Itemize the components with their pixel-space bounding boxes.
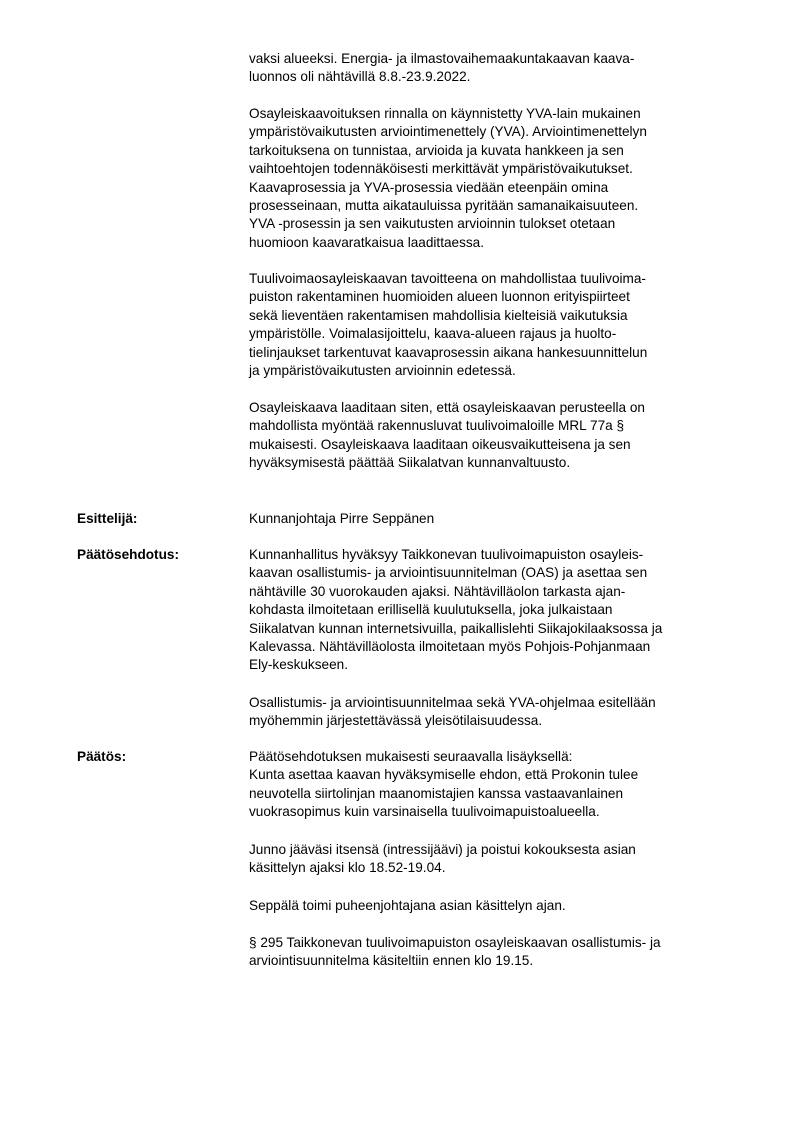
text-line: puiston rakentaminen huomioiden alueen luonnon erityispiirteet xyxy=(249,289,630,305)
text-line: ympäristövaikutusten arviointimenettely (YVA). Arviointimenettelyn xyxy=(249,124,647,140)
text-line: vaksi alueeksi. Energia- ja ilmastovaihemaakuntakaavan kaava- xyxy=(249,51,635,66)
decision-paragraph-2 xyxy=(249,841,749,878)
decision-paragraph-1 xyxy=(249,748,749,822)
presenter-label: Esittelijä: xyxy=(77,511,138,526)
intro-paragraph-1 xyxy=(249,50,749,87)
text-line: kaavan osallistumis- ja arviointisuunnitelman (OAS) ja asettaa sen xyxy=(249,565,648,581)
intro-paragraph-3 xyxy=(249,270,749,380)
text-line: luonnos oli nähtävillä 8.8.-23.9.2022. xyxy=(249,69,471,85)
text-line: mukaisesti. Osayleiskaava laaditaan oikeusvaikutteisena ja sen xyxy=(249,436,631,452)
text-line: ja ympäristövaikutusten arvioinnin edetessä. xyxy=(249,363,516,379)
text-line: Kunnanhallitus hyväksyy Taikkonevan tuulivoimapuiston osayleis- xyxy=(249,547,644,562)
proposal-paragraph-2 xyxy=(249,694,749,731)
text-line: Kunta asettaa kaavan hyväksymiselle ehdon, että Prokonin tulee xyxy=(249,767,639,783)
text-line: Ely-keskukseen. xyxy=(249,657,348,673)
text-line: tarkoituksena on tunnistaa, arvioida ja kuvata hankkeen ja sen xyxy=(249,142,624,158)
intro-paragraph-4 xyxy=(249,399,749,473)
text-line: Seppälä toimi puheenjohtajana asian käsittelyn ajan. xyxy=(249,898,566,913)
intro-paragraph-2 xyxy=(249,105,749,252)
text-line: Osallistumis- ja arviointisuunnitelmaa sekä YVA-ohjelmaa esitellään xyxy=(249,695,656,710)
text-line: prosesseinaan, mutta aikatauluissa pyritään samanaikaisuuteen. xyxy=(249,198,639,214)
text-line: tielinjaukset tarkentuvat kaavaprosessin aikana hankesuunnittelun xyxy=(249,344,648,360)
text-line: huomioon kaavaratkaisua laadittaessa. xyxy=(249,234,485,250)
text-line: Päätösehdotuksen mukaisesti seuraavalla lisäyksellä: xyxy=(249,749,573,764)
text-line: nähtäville 30 vuorokauden ajaksi. Nähtävilläolon tarkasta ajan- xyxy=(249,583,626,599)
proposal-label: Päätösehdotus: xyxy=(77,547,179,562)
text-line: kohdasta ilmoitetaan erillisellä kuulutuksella, joka julkaistaan xyxy=(249,602,613,618)
text-line: Tuulivoimaosayleiskaavan tavoitteena on mahdollistaa tuulivoima- xyxy=(249,271,646,286)
text-line: neuvotella siirtolinjan maanomistajien kanssa vastaavanlainen xyxy=(249,785,624,801)
text-line: Osayleiskaavoituksen rinnalla on käynnistetty YVA-lain mukainen xyxy=(249,106,641,121)
text-line: Osayleiskaava laaditaan siten, että osayleiskaavan perusteella on xyxy=(249,400,645,415)
text-line: Siikalatvan kunnan internetsivuilla, paikallislehti Siikajokilaaksossa ja xyxy=(249,620,663,636)
presenter-value xyxy=(249,510,749,528)
text-line: myöhemmin järjestettävässä yleisötilaisuudessa. xyxy=(249,713,543,729)
text-line: mahdollista myöntää rakennusluvat tuulivoimaloille MRL 77a § xyxy=(249,418,625,434)
text-line: ympäristölle. Voimalasijoittelu, kaava-alueen rajaus ja huolto- xyxy=(249,326,617,342)
text-line: vaihtoehtojen todennäköisesti merkittävät ympäristövaikutukset. xyxy=(249,161,633,177)
decision-label: Päätös: xyxy=(77,749,127,764)
text-line: hyväksymisestä päättää Siikalatvan kunnanvaltuusto. xyxy=(249,455,571,471)
text-line: Junno jääväsi itsensä (intressijäävi) ja poistui kokouksesta asian xyxy=(249,842,636,857)
decision-paragraph-4 xyxy=(249,934,749,971)
text-line: arviointisuunnitelma käsiteltiin ennen klo 19.15. xyxy=(249,953,534,969)
text-line: Kaavaprosessia ja YVA-prosessia viedään eteenpäin omina xyxy=(249,179,609,195)
decision-paragraph-3 xyxy=(249,897,749,915)
text-line: sekä lieventäen rakentamisen mahdollisia kielteisiä vaikutuksia xyxy=(249,307,628,323)
text-line: Kunnanjohtaja Pirre Seppänen xyxy=(249,511,435,526)
text-line: vuokrasopimus kuin varsinaisella tuulivoimapuistoalueella. xyxy=(249,804,600,820)
text-line: YVA -prosessin ja sen vaikutusten arvioinnin tulokset otetaan xyxy=(249,216,616,232)
proposal-paragraph-1 xyxy=(249,546,749,675)
text-line: Kalevassa. Nähtävilläolosta ilmoitetaan myös Pohjois-Pohjanmaan xyxy=(249,639,651,655)
text-line: käsittelyn ajaksi klo 18.52-19.04. xyxy=(249,860,446,876)
text-line: § 295 Taikkonevan tuulivoimapuiston osayleiskaavan osallistumis- ja xyxy=(249,935,661,950)
